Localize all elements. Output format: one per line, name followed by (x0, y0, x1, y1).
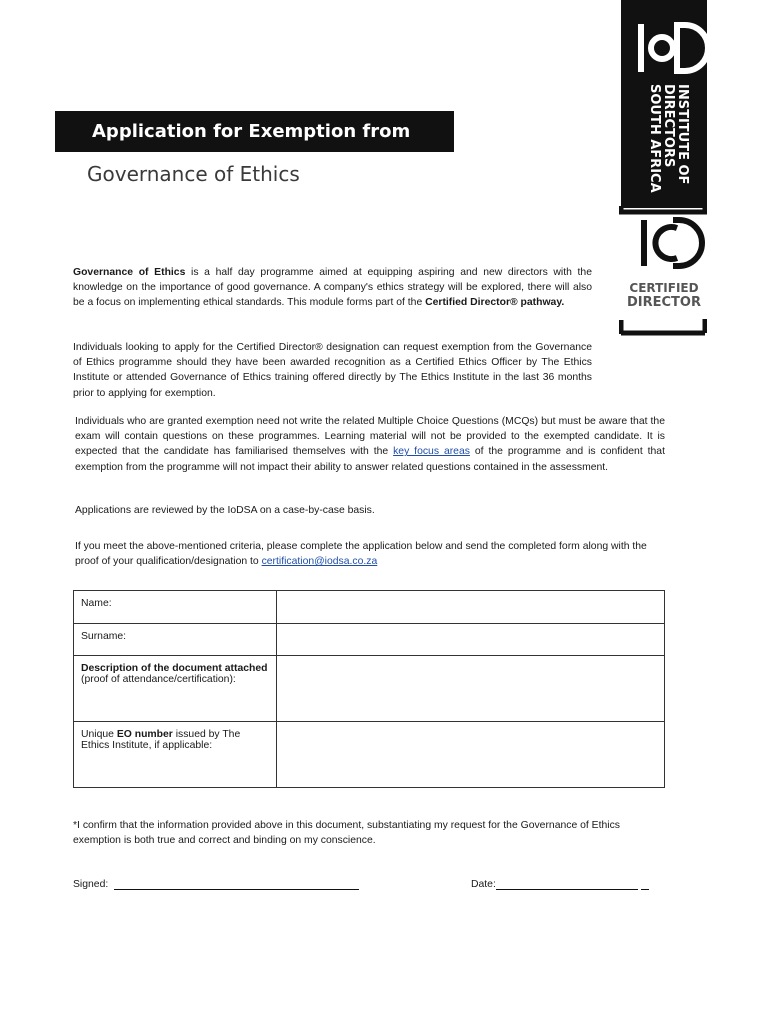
date-row (471, 878, 649, 890)
review-paragraph: Applications are reviewed by the IoDSA on a case-by-case basis. (75, 505, 375, 516)
eligibility-paragraph: Individuals looking to apply for the Certified Director® designation can request exemption from the Governance of Ethics programme should they have been awarded recognition as a Certified Ethics Officer by The Ethics Institute or attended Governance of Ethics training offered directly by The Ethics Institute in the last 36 months prior to applying for exemption. (73, 342, 592, 399)
intro-bold-lead: Governance of Ethics (73, 267, 186, 278)
confirmation-statement: *I confirm that the information provided above in this document, substantiating my request for the Governance of Ethics exemption is both true and correct and binding on my conscience. (73, 820, 620, 847)
eo-label-rest: issued by The Ethics Institute, if applicable: (81, 729, 241, 751)
exemption-paragraph (75, 414, 665, 475)
iodsa-logo (621, 0, 707, 208)
key-focus-areas-link[interactable]: key focus areas (393, 446, 470, 458)
certified-director-logo (619, 206, 707, 336)
page-title: Application for Exemption from (55, 111, 454, 152)
surname-field[interactable] (277, 624, 665, 656)
form-row-description (74, 656, 665, 722)
eo-number-field[interactable] (277, 722, 665, 788)
instructions-paragraph (75, 539, 670, 569)
eo-label-pre: Unique (81, 729, 117, 740)
description-label (74, 656, 277, 722)
intro-bold-tail: Certified Director® pathway. (425, 297, 565, 309)
application-form (73, 590, 665, 788)
form-row-name (74, 591, 665, 624)
logo-org-line-2: DIRECTORS (661, 84, 676, 168)
name-field[interactable] (277, 591, 665, 624)
certification-email-link[interactable]: certification@iodsa.co.za (261, 556, 378, 568)
form-row-eo-number (74, 722, 665, 788)
logo-org-line-1: INSTITUTE OF (675, 84, 690, 185)
page-subtitle: Governance of Ethics (87, 162, 300, 186)
badge-line-certified: CERTIFIED (629, 281, 699, 295)
form-row-surname (74, 624, 665, 656)
exemption-text-2: of the programme and is confident that exemption from the programme will not impact their ability to answer related questions contained in the assessment. (75, 446, 665, 473)
badge-line-director: DIRECTOR (627, 295, 701, 310)
date-field[interactable] (496, 878, 638, 890)
description-label-bold: Description of the document attached (81, 663, 268, 674)
signature-field[interactable] (114, 878, 359, 890)
date-label: Date: (471, 879, 496, 890)
iod-mark-icon (638, 24, 707, 72)
instructions-text: If you meet the above-mentioned criteria, please complete the application below and send the completed form along with the proof of your qualification/designation to (75, 541, 647, 568)
logo-org-line-3: SOUTH AFRICA (647, 84, 662, 193)
eo-label-bold: EO number (116, 729, 173, 740)
intro-text: is a half day programme aimed at equipping aspiring and new directors with the knowledge on the importance of good governance. A company's ethics strategy will be explored, there will also be a focus on implementing ethical standards. This module forms part of the (73, 267, 592, 309)
signed-label: Signed: (73, 879, 109, 890)
description-label-rest: (proof of attendance/certification): (81, 674, 236, 685)
name-label: Name: (74, 591, 277, 624)
cd-mark-icon (641, 220, 702, 266)
date-field-extra (641, 878, 649, 890)
intro-paragraph (73, 265, 592, 311)
exemption-text-1: Individuals who are granted exemption need not write the related Multiple Choice Questions (MCQs) but must be aware that the exam will contain questions on these programmes. Learning material will not be provided to the exempted candidate. It is expected that the candidate has familiarised themselves with the (75, 416, 665, 458)
signature-row (73, 878, 359, 890)
description-field[interactable] (277, 656, 665, 722)
surname-label: Surname: (74, 624, 277, 656)
eo-number-label (74, 722, 277, 788)
